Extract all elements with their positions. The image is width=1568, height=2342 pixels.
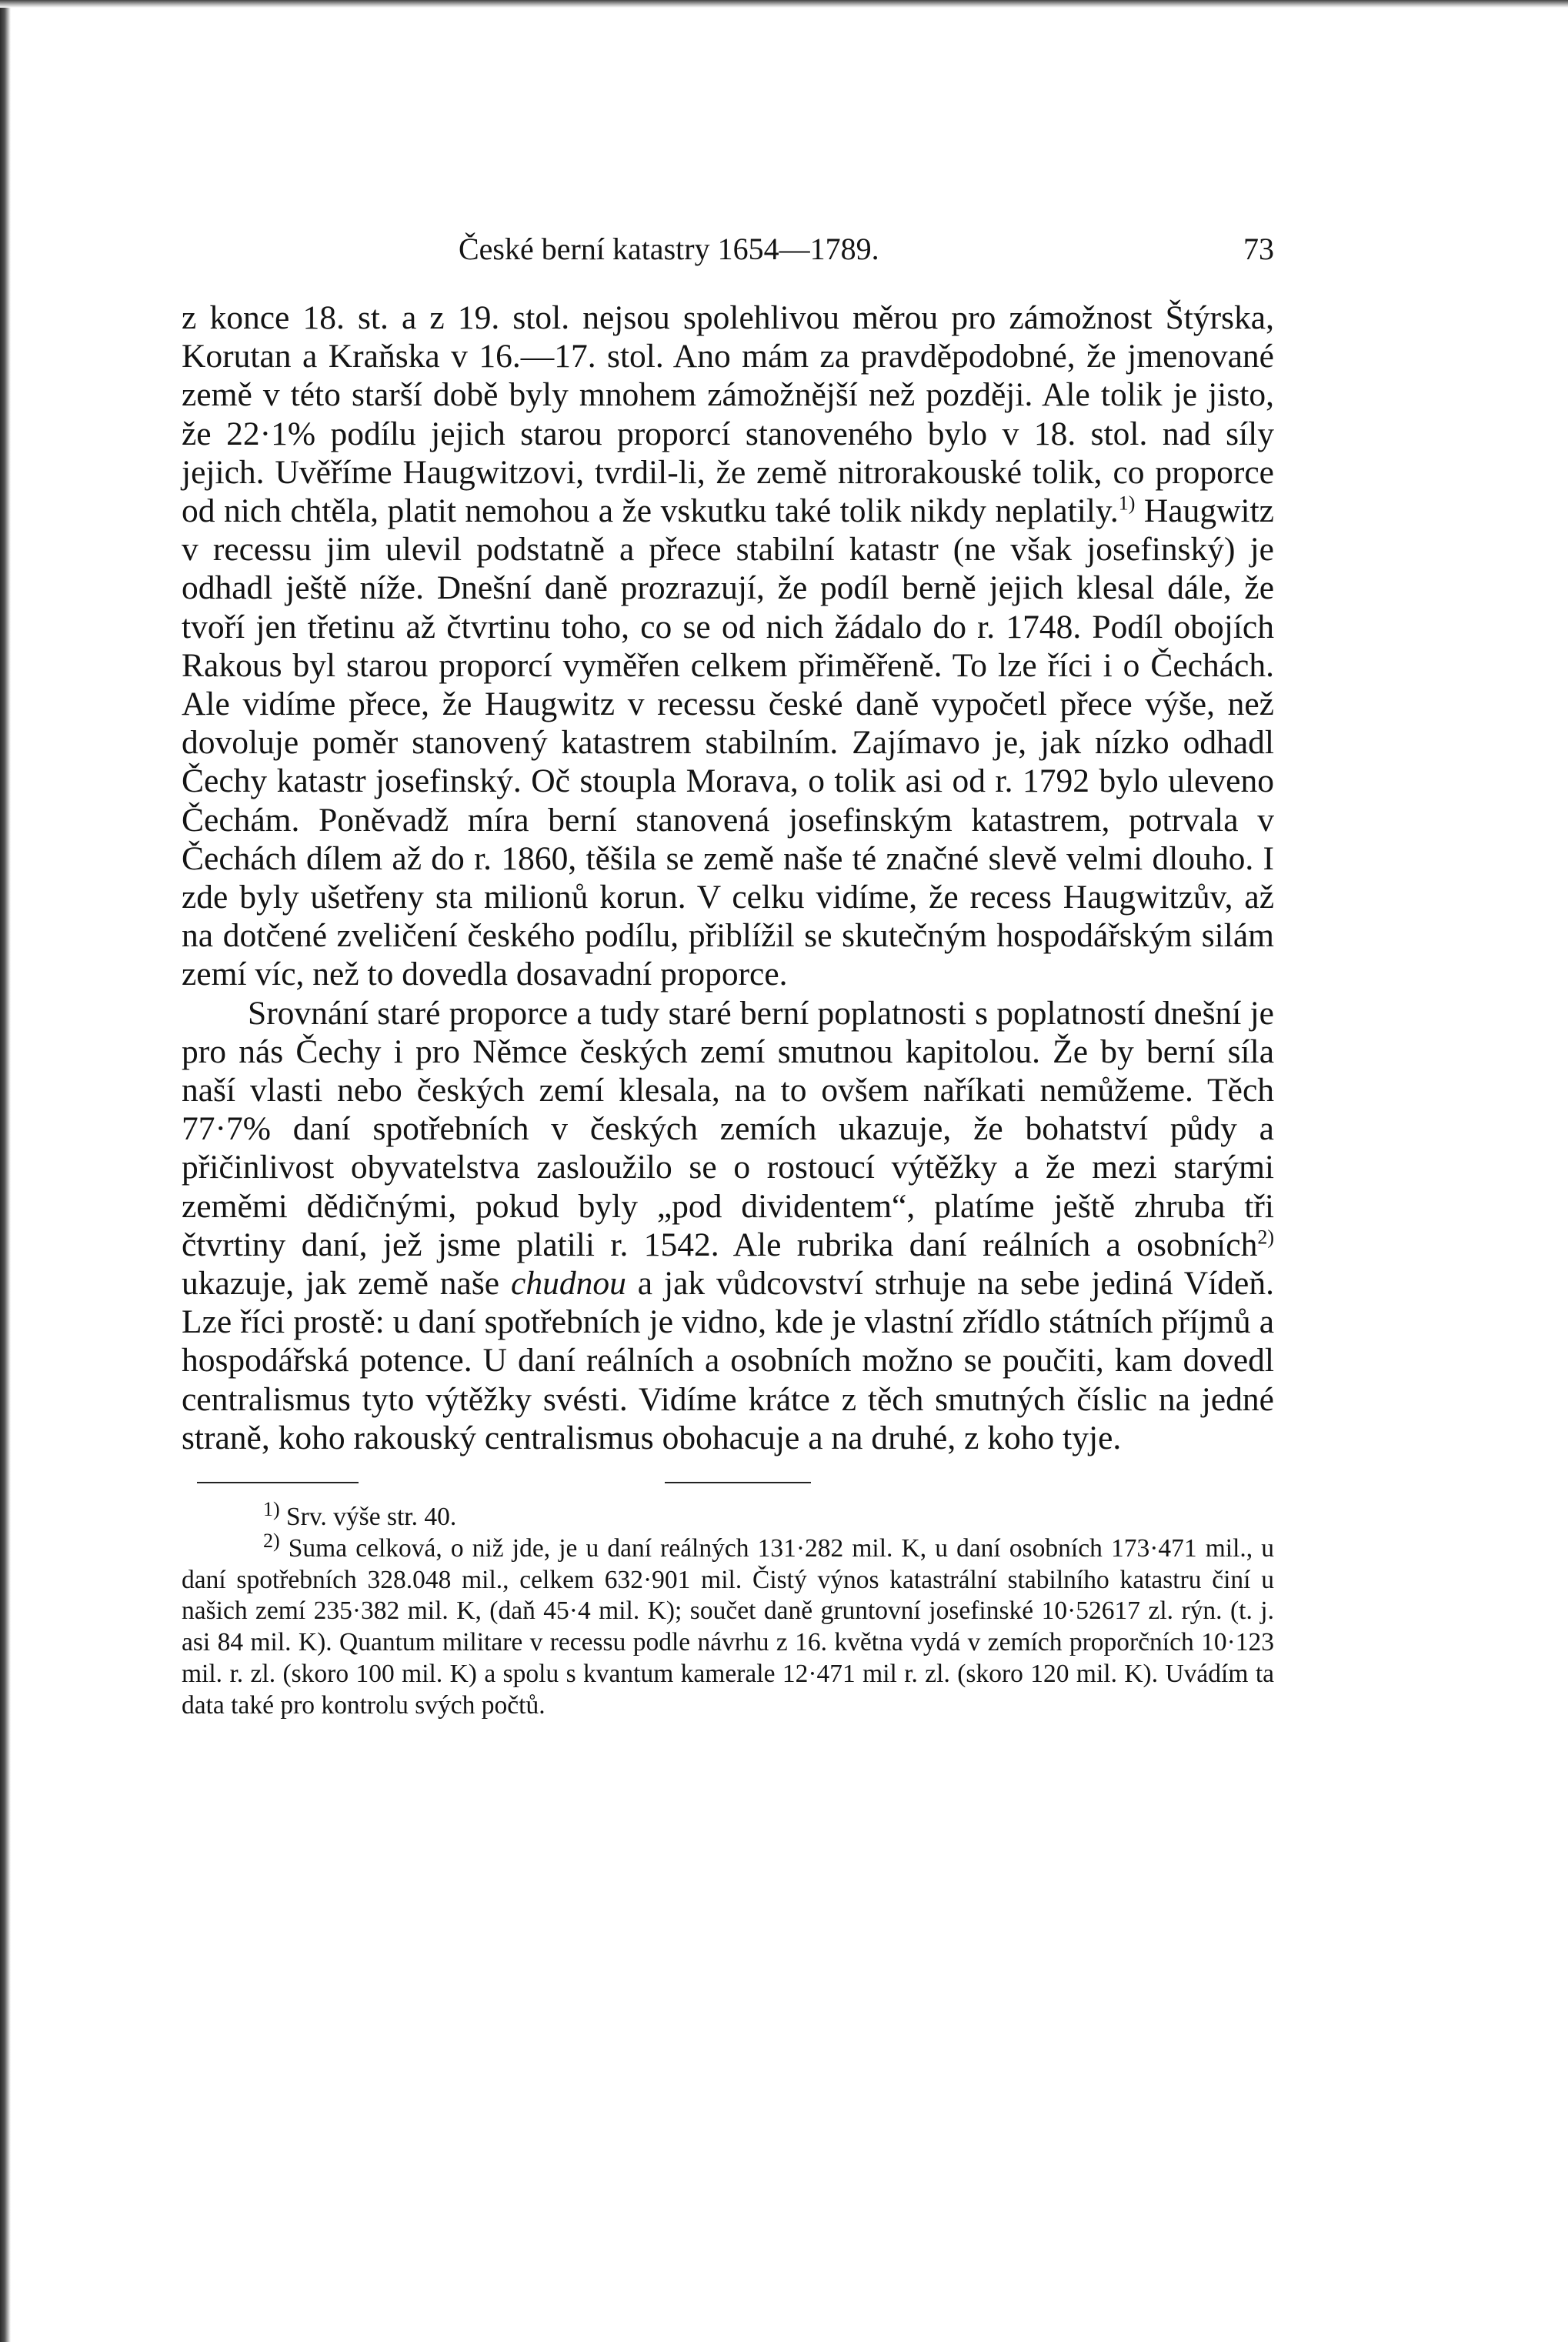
footnote-2-mark: 2) (263, 1529, 280, 1552)
footnote-ref-1: 1) (1118, 492, 1136, 515)
emphasis-chudnou: chudnou (511, 1265, 626, 1303)
footnote-2 (182, 1529, 1274, 1722)
footnote-1-mark: 1) (263, 1497, 280, 1520)
footnote-1-text: Srv. výše str. 40. (279, 1503, 457, 1532)
footnote-1 (182, 1497, 1274, 1533)
footnote-rule-left (197, 1482, 359, 1483)
paragraph-2-text-b: ukazuje, jak země naše (182, 1265, 512, 1303)
running-title: České berní katastry 1654—1789. (459, 232, 879, 266)
running-head (182, 231, 1274, 277)
paragraph-1-text-b: Haugwitz v recessu jim ulevil podstatně a přece stabilní katastr (ne však josefinský) je odhadl ještě níže. Dnešní daně prozrazují, že podíl berně jejich klesal dále, že tvoří jen třetinu až čtvrtinu toho, co se od nich žádalo do r. 1748. Podíl obojích Rakous byl starou proporcí vyměřen celkem přiměřeně. To lze říci i o Čechách. Ale vidíme přece, že Haugwitz v recessu české daně vypočetl přece výše, než dovoluje poměr stanovený katastrem stabilním. Zajímavo je, jak nízko odhadl Čechy katastr josefinský. Oč stoupla Morava, o tolik asi od r. 1792 bylo uleveno Čechám. Poněvadž míra berní stanovená josefinským katastrem, potrvala v Čechách dílem až do r. 1860, těšila se země naše té značné slevě velmi dlouho. I zde byly ušetřeny sta milionů korun. V celku vidíme, že recess Haugwitzův, až na dotčené zveličení českého podílu, přiblížil se skutečným hospodářským silám zemí víc, než to dovedla dosavadní proporce. (182, 492, 1274, 993)
footnote-2-text: Suma celková, o niž jde, je u daní reálných 131·282 mil. K, u daní osobních 173·471 mil., u daní spotřebních 328.048 mil., celkem 632·901 mil. Čistý výnos katastrální stabilního katastru činí u našich zemí 235·382 mil. K, (daň 45·4 mil. K); součet daně gruntovní josefinské 10·52617 zl. rýn. (t. j. asi 84 mil. K). Quantum militare v recessu podle návrhu z 16. května vydá v zemích proporčních 10·123 mil. r. zl. (skoro 100 mil. K) a spolu s kvantum kamerale 12·471 mil r. zl. (skoro 120 mil. K). Uvádím ta data také pro kontrolu svých počtů. (182, 1533, 1274, 1720)
scan-edge-left (0, 0, 11, 2342)
paragraph-2-text-c: a jak vůdcovství strhuje na sebe jediná Vídeň. Lze říci prostě: u daní spotřebních je vidno, kde je vlastní zřídlo státních příjmů a hospodářská potence. U daní reálních a osobních možno se poučiti, kam dovedl centralismus tyto výtěžky svésti. Vidíme krátce z těch smutných číslic na jedné straně, koho rakouský centralismus obohacuje a na druhé, z koho tyje. (182, 1265, 1274, 1456)
footnotes (182, 1497, 1274, 1722)
scan-edge-top (0, 0, 1568, 8)
paragraph-1 (182, 299, 1274, 994)
book-page (182, 231, 1274, 1722)
footnote-rule-right (665, 1482, 811, 1483)
footnote-ref-2: 2) (1257, 1226, 1274, 1249)
paragraph-1-text-a: z konce 18. st. a z 19. stol. nejsou spolehlivou měrou pro zámožnost Štýrska, Korutan a Kraňska v 16.—17. stol. Ano mám za pravděpodobné, že jmenované země v této starší době byly mnohem zámožnější než později. Ale tolik je jisto, že 22·1% podílu jejich starou proporcí stanoveného bylo v 18. stol. nad síly jejich. Uvěříme Haugwitzovi, tvrdil-li, že země nitrorakouské tolik, co proporce od nich chtěla, platit nemohou a že vskutku také tolik nikdy neplatily. (182, 299, 1274, 530)
paragraph-2-text-a: Srovnání staré proporce a tudy staré berní poplatnosti s poplatností dnešní je pro nás Čechy i pro Němce českých zemí smutnou kapitolou. Že by berní síla naší vlasti nebo českých zemí klesala, na to ovšem naříkati nemůžeme. Těch 77·7% daní spotřebních v českých zemích ukazuje, že bohatství půdy a přičinlivost obyvatelstva zasloužilo se o rostoucí výtěžky a že mezi starými zeměmi dědičnými, pokud byly „pod dividentem“, platíme ještě zhruba tři čtvrtiny daní, jež jsme platili r. 1542. Ale rubrika daní reálních a osobních (182, 994, 1274, 1263)
footnote-separator (182, 1476, 1274, 1493)
page-number: 73 (1243, 232, 1274, 266)
paragraph-2 (182, 994, 1274, 1457)
body-text (182, 299, 1274, 1457)
